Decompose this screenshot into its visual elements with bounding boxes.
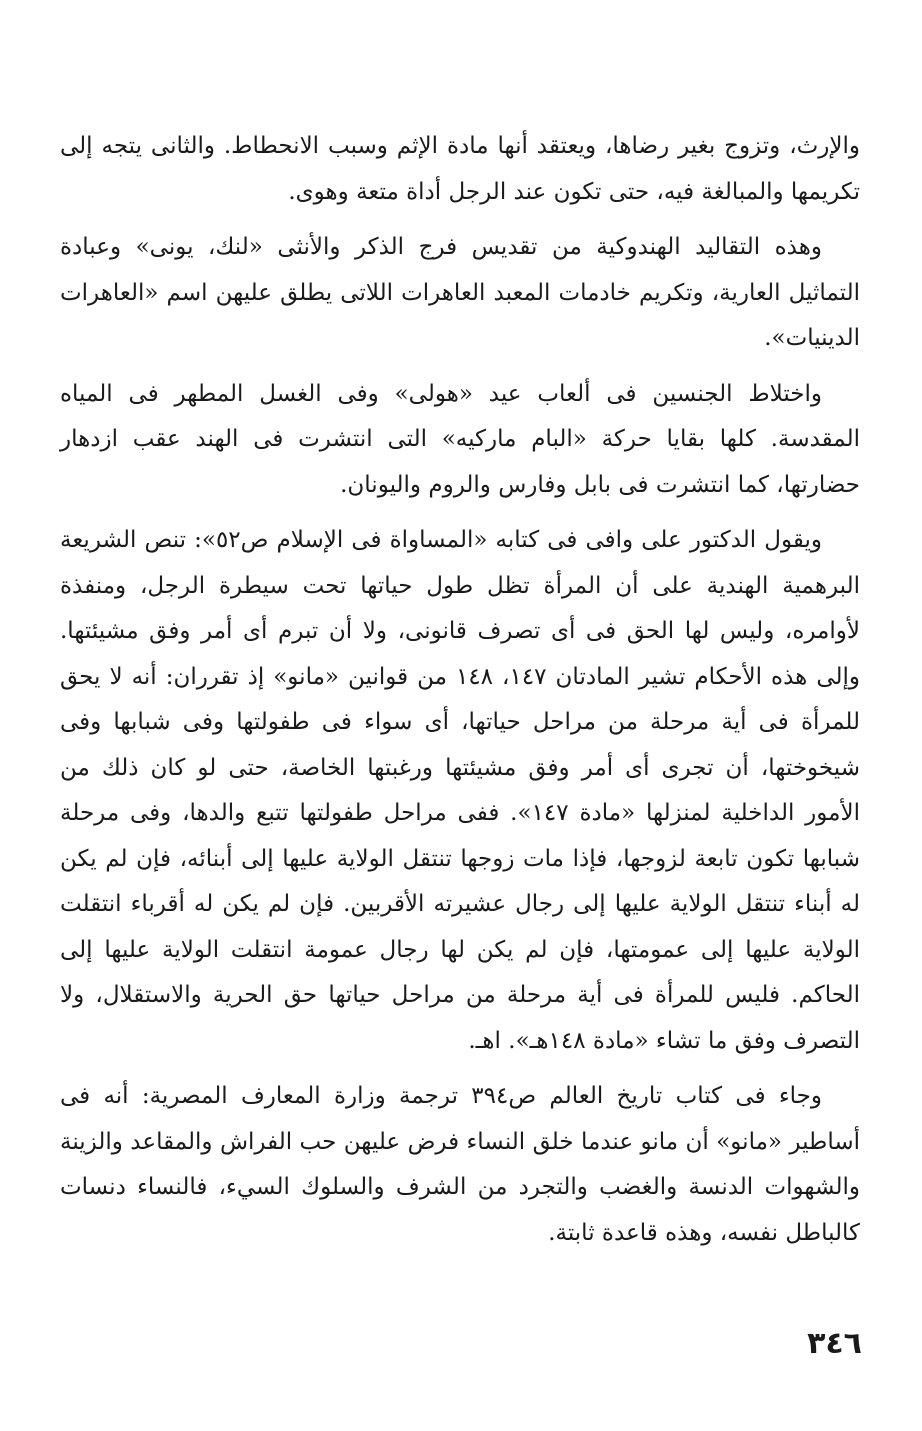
paragraph-continuation: والإرث، وتزوج بغير رضاها، ويعتقد أنها مادة الإثم وسبب الانحطاط. والثانى يتجه إلى تكريمها والمبالغة فيه، حتى تكون عند الرجل أداة متعة وهوى. (60, 133, 860, 205)
paragraph-world-history: وجاء فى كتاب تاريخ العالم ص٣٩٤ ترجمة وزارة المعارف المصرية: أنه فى أساطير «مانو» أن مانو عندما خلق النساء فرض عليهن حب الفراش والمقاعد والزينة والشهوات الدنسة والغضب والتجرد من الشرف والسلوك السيء، فالنساء دنسات كالباطل نفسه، وهذه قاعدة ثابتة. (60, 1083, 860, 1246)
paragraph-manu-laws: ويقول الدكتور على وافى فى كتابه «المساواة فى الإسلام ص٥٢»: تنص الشريعة البرهمية الهندية على أن المرأة تظل طول حياتها تحت سيطرة الرجل، ومنفذة لأوامره، وليس لها الحق فى أى تصرف قانونى، ولا أن تبرم أى أمر وفق مشيئتها. وإلى هذه الأحكام تشير المادتان ١٤٧، ١٤٨ من قوانين «مانو» إذ تقرران: أنه لا يحق للمرأة فى أية مرحلة من مراحل حياتها، أى سواء فى طفولتها وفى شبابها وفى شيخوختها، أن تجرى أى أمر وفق مشيئتها ورغبتها الخاصة، حتى لو كان ذلك من الأمور الداخلية لمنزلها «مادة ١٤٧». ففى مراحل طفولتها تتبع والدها، وفى مرحلة شبابها تكون تابعة لزوجها، فإذا مات زوجها تنتقل الولاية عليها إلى أبنائه، فإن لم يكن له أبناء تنتقل الولاية عليها إلى رجال عشيرته الأقربين. فإن لم يكن له أقرباء انتقلت الولاية عليها إلى عمومتها، فإن لم يكن لها رجال عمومة انتقلت الولاية عليها إلى الحاكم. فليس للمرأة فى أية مرحلة من مراحل حياتها حق الحرية والاستقلال، ولا التصرف وفق ما تشاء «مادة ١٤٨هـ». اهـ. (60, 527, 860, 1054)
page-body (60, 124, 860, 1266)
paragraph-hindu-traditions: وهذه التقاليد الهندوكية من تقديس فرج الذكر والأنثى «لنك، يونى» وعبادة التماثيل العارية، وتكريم خادمات المعبد العاهرات اللاتى يطلق عليهن اسم «العاهرات الدينيات». (60, 234, 860, 351)
paragraph-holi-festival: واختلاط الجنسين فى ألعاب عيد «هولى» وفى الغسل المطهر فى المياه المقدسة. كلها بقايا حركة «البام ماركيه» التى انتشرت فى الهند عقب ازدهار حضارتها، كما انتشرت فى بابل وفارس والروم واليونان. (60, 380, 860, 498)
page-number: ٣٤٦ (807, 1326, 862, 1361)
